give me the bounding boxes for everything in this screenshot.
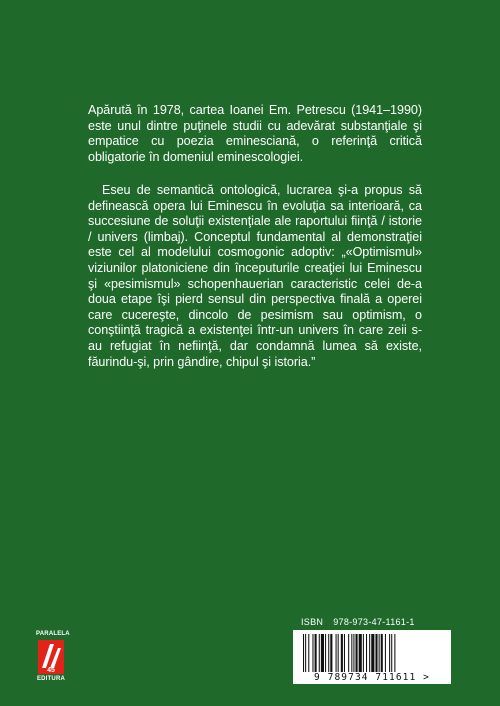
publisher-logo-bottom: EDITURA [36, 676, 66, 682]
barcode-bar [336, 634, 337, 672]
barcode-bars [293, 630, 451, 674]
barcode-bar [391, 634, 392, 672]
barcode-bar [338, 634, 339, 672]
barcode-bar [353, 634, 354, 672]
blurb-paragraph-1 [88, 103, 422, 165]
publisher-logo-number: 45 [47, 667, 55, 674]
barcode-bar [308, 634, 309, 672]
barcode-bar [315, 634, 317, 672]
barcode-bar [359, 634, 362, 672]
barcode-bar [381, 634, 383, 672]
barcode-bar [356, 634, 358, 672]
barcode-bar [351, 634, 352, 672]
barcode-bar [369, 634, 370, 672]
barcode-bar [371, 634, 374, 672]
barcode-bar [394, 634, 395, 672]
barcode-bar [303, 634, 304, 672]
barcode-bar [341, 634, 343, 672]
barcode-bar [319, 634, 320, 672]
blurb-text-1: Apărută în 1978, cartea Ioanei Em. Petrescu (1941–1990) este unul dintre puţinele studii cu adevărat substanţiale şi empatice cu poezia eminesciană, o referinţă critică obligatorie în domeniul eminescologiei. [88, 103, 422, 164]
blurb-paragraph-2 [88, 183, 422, 370]
barcode-bar [385, 634, 386, 672]
publisher-logo-mark [36, 638, 66, 676]
isbn-line [301, 617, 415, 627]
publisher-logo-top: PARALELA [36, 631, 70, 637]
barcode-bar [325, 634, 326, 672]
barcode-bar [366, 634, 367, 672]
barcode-bar [344, 634, 345, 672]
barcode-bar [305, 634, 306, 672]
barcode-bar [389, 634, 390, 672]
blurb-text-2: Eseu de semantică ontologică, lucrarea şi-a propus să definească opera lui Eminescu în evoluţia sa interioară, ca succesiune de soluţii existenţiale ale raportului fiinţă / istorie / univers (limbaj). Conceptul fundamental al demonstraţiei este cel al modelului cosmogonic adoptiv: „«Optimismul» viziunilor platoniciene din începuturile creaţiei lui Eminescu şi «pesimismul» schopenhauerian caracteristic celei de-a doua etape îşi pierd sensul din perspectiva finală a operei care cucereşte, dincolo de pesimism sau optimism, o conştiinţă tragică a existenţei într-un univers în care zeii s-au refugiat în nefiinţă, dar condamnă lumea să existe, făurindu-şi, prin gândire, chipul şi istoria.” [88, 183, 422, 369]
barcode-bar [375, 634, 377, 672]
isbn-number: 978-973-47-1161-1 [333, 617, 415, 627]
barcode-bar [328, 634, 329, 672]
publisher-logo [36, 631, 70, 691]
barcode-bar [321, 634, 324, 672]
isbn-label: ISBN [301, 617, 324, 627]
barcode-digits: 9 789734 711611 > [314, 672, 430, 683]
barcode-bar [363, 634, 364, 672]
barcode [293, 630, 451, 684]
barcode-bar [348, 634, 349, 672]
barcode-bar [379, 634, 380, 672]
barcode-bar [312, 634, 313, 672]
barcode-bar [330, 634, 332, 672]
